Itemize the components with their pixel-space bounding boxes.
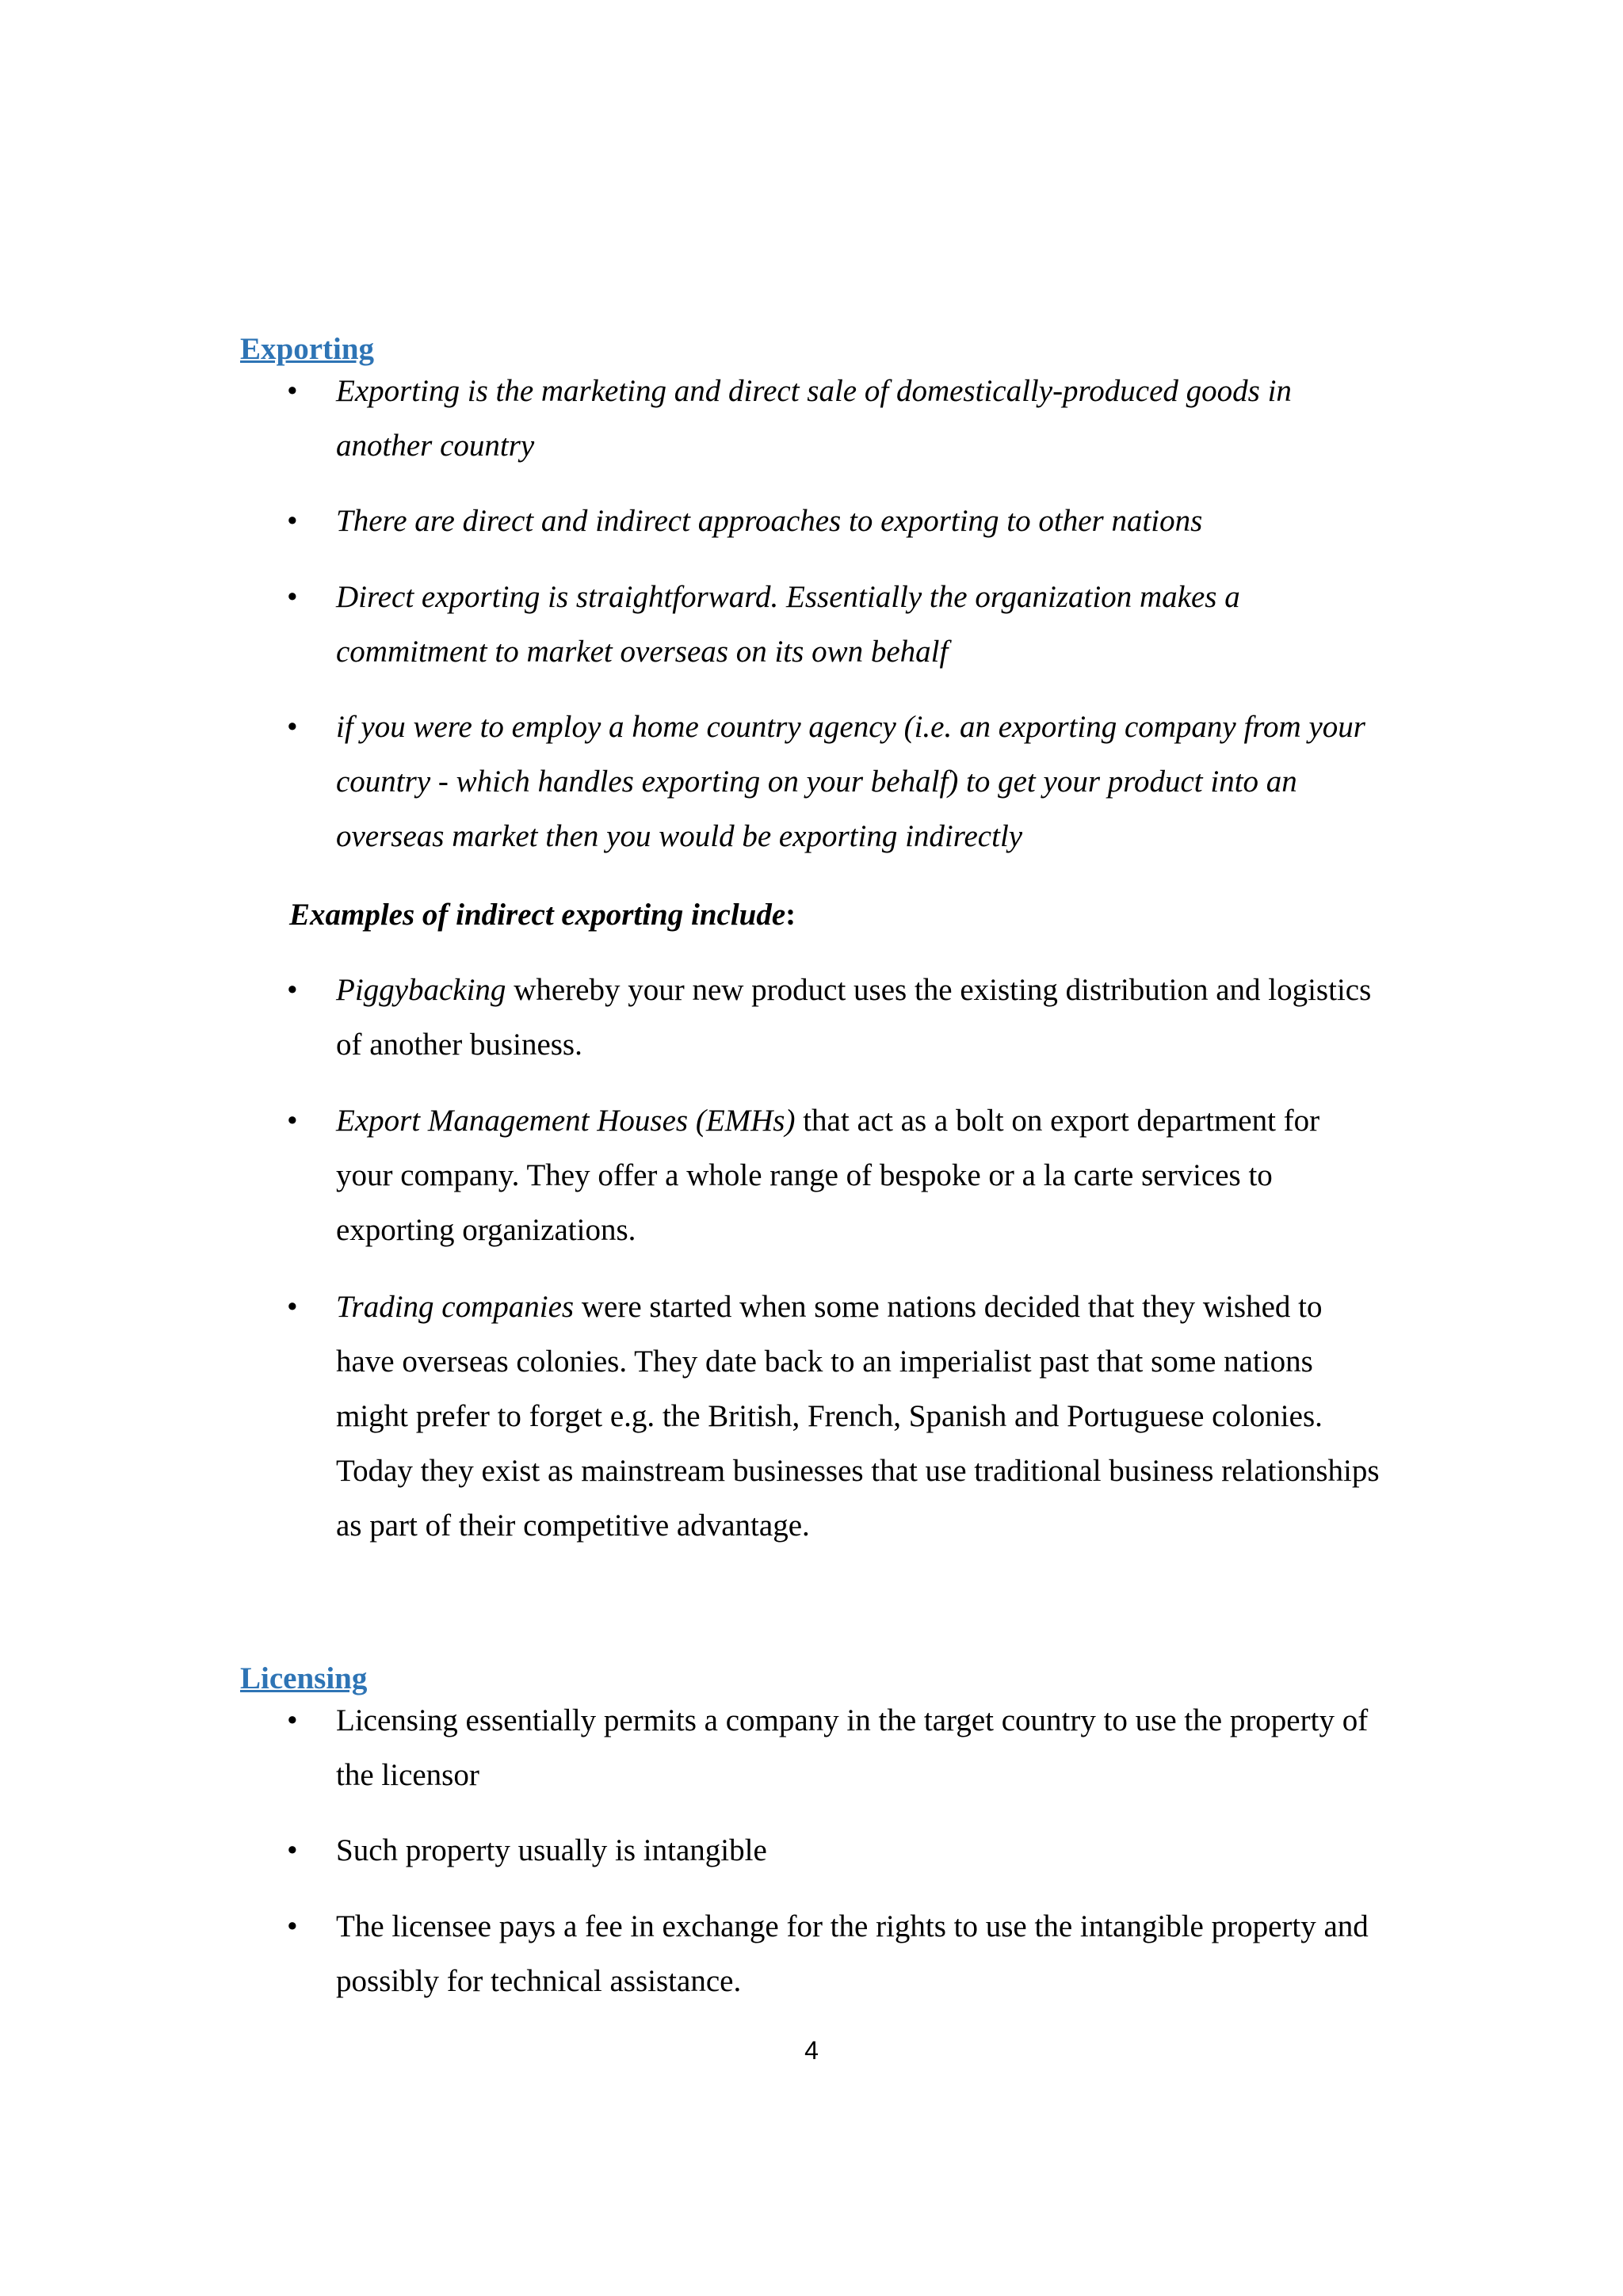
bullet-text: Licensing essentially permits a company in the target country to use the property of the licensor — [336, 1703, 1369, 1792]
example-description: whereby your new product uses the existing distribution and logistics of another business. — [336, 973, 1372, 1062]
page-number: 4 — [804, 2036, 819, 2065]
bullet-marker: • — [287, 973, 298, 1007]
examples-subheading — [289, 887, 796, 942]
example-description: that act as a bolt on export department for your company. They offer a whole range of bespoke or a la carte services to exporting organizations. — [336, 1104, 1320, 1247]
example-term: Export Management Houses (EMHs) — [336, 1104, 796, 1138]
bullet-text: Direct exporting is straightforward. Essentially the organization makes a commitment to market overseas on its own behalf — [336, 580, 1240, 669]
bullet-text: Such property usually is intangible — [336, 1833, 767, 1867]
bullet-marker: • — [287, 1909, 298, 1943]
bullet-marker: • — [287, 1104, 298, 1138]
examples-subheading-colon: : — [785, 898, 796, 932]
example-term: Trading companies — [336, 1290, 575, 1324]
bullet-marker: • — [287, 1703, 298, 1737]
example-description: were started when some nations decided that they wished to have overseas colonies. They date back to an imperialist past that some nations might prefer to forget e.g. the British, French, Spanish and Portuguese colonies. Today they exist as mainstream businesses that use traditional business relationships as part of their competitive advantage. — [336, 1290, 1380, 1543]
bullet-marker: • — [287, 710, 298, 744]
bullet-text: There are direct and indirect approaches to exporting to other nations — [336, 504, 1203, 538]
exporting-heading: Exporting — [240, 332, 375, 366]
example-term: Piggybacking — [336, 973, 506, 1007]
bullet-text: Exporting is the marketing and direct sale of domestically-produced goods in another country — [336, 374, 1292, 463]
bullet-marker: • — [287, 374, 298, 408]
bullet-text: if you were to employ a home country agency (i.e. an exporting company from your country - which handles exporting on your behalf) to get your product into an overseas market then you would be exporting indirectly — [336, 710, 1365, 853]
bullet-marker: • — [287, 580, 298, 614]
bullet-text: The licensee pays a fee in exchange for the rights to use the intangible property and possibly for technical assistance. — [336, 1909, 1369, 1998]
bullet-marker: • — [287, 504, 298, 538]
licensing-heading: Licensing — [240, 1661, 368, 1695]
bullet-text — [336, 1280, 1382, 1553]
bullet-marker: • — [287, 1833, 298, 1867]
bullet-text — [336, 963, 1382, 1072]
bullet-text — [336, 1093, 1382, 1257]
bullet-marker: • — [287, 1290, 298, 1324]
examples-subheading-text: Examples of indirect exporting include — [289, 898, 786, 932]
